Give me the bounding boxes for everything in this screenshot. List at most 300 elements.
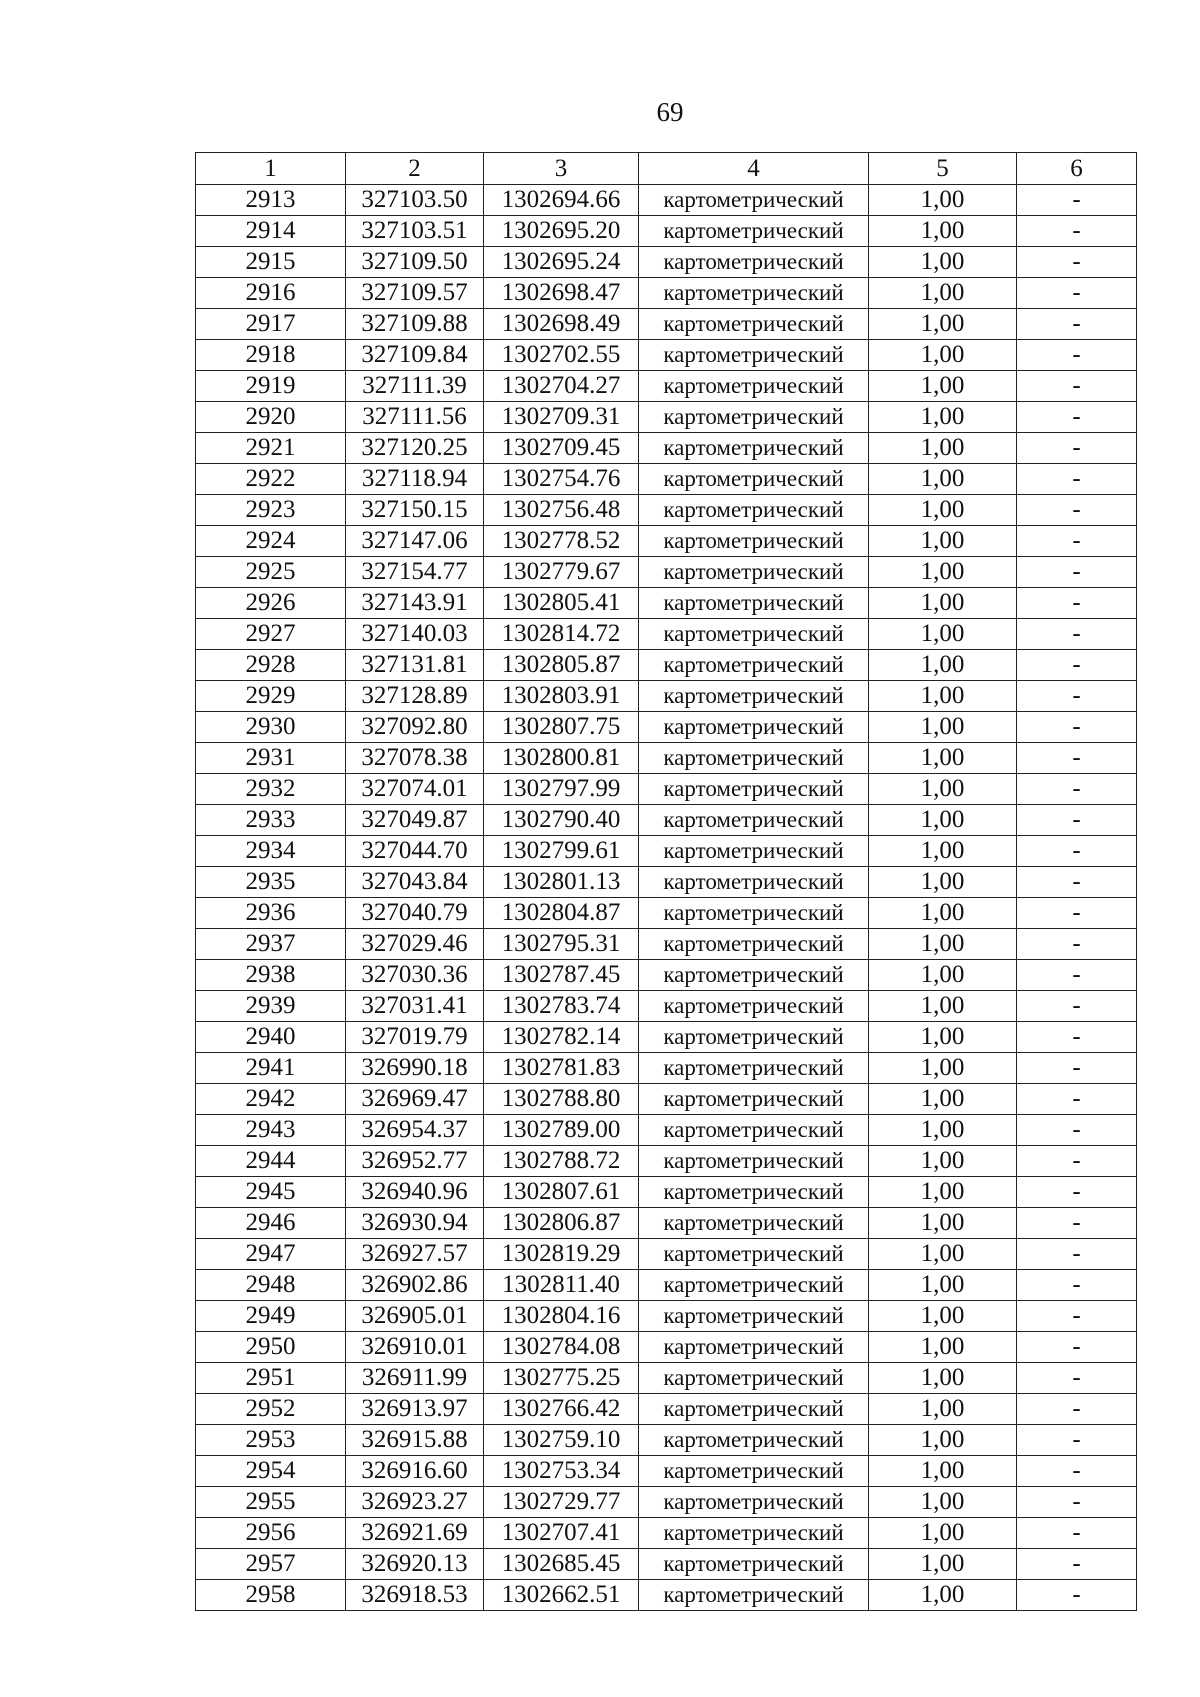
point-number-cell: 2934	[196, 836, 346, 867]
accuracy-cell: 1,00	[869, 185, 1017, 216]
note-cell: -	[1017, 1487, 1137, 1518]
note-cell: -	[1017, 929, 1137, 960]
x-coordinate-cell: 327044.70	[346, 836, 484, 867]
accuracy-cell: 1,00	[869, 1580, 1017, 1611]
x-coordinate-cell: 327109.50	[346, 247, 484, 278]
table-row	[196, 309, 1137, 340]
x-coordinate-cell: 327131.81	[346, 650, 484, 681]
accuracy-cell: 1,00	[869, 867, 1017, 898]
column-header: 3	[484, 153, 639, 185]
table-row	[196, 402, 1137, 433]
x-coordinate-cell: 327040.79	[346, 898, 484, 929]
x-coordinate-cell: 327147.06	[346, 526, 484, 557]
accuracy-cell: 1,00	[869, 1177, 1017, 1208]
note-cell: -	[1017, 402, 1137, 433]
column-header: 5	[869, 153, 1017, 185]
method-cell: картометрический	[639, 898, 869, 929]
table-row	[196, 464, 1137, 495]
accuracy-cell: 1,00	[869, 247, 1017, 278]
table-row	[196, 1456, 1137, 1487]
method-cell: картометрический	[639, 1146, 869, 1177]
note-cell: -	[1017, 464, 1137, 495]
note-cell: -	[1017, 278, 1137, 309]
point-number-cell: 2941	[196, 1053, 346, 1084]
accuracy-cell: 1,00	[869, 1270, 1017, 1301]
x-coordinate-cell: 326902.86	[346, 1270, 484, 1301]
table-row	[196, 1053, 1137, 1084]
point-number-cell: 2939	[196, 991, 346, 1022]
y-coordinate-cell: 1302789.00	[484, 1115, 639, 1146]
table-row	[196, 836, 1137, 867]
table-row	[196, 1518, 1137, 1549]
table-row	[196, 1270, 1137, 1301]
method-cell: картометрический	[639, 805, 869, 836]
note-cell: -	[1017, 1115, 1137, 1146]
table-row	[196, 619, 1137, 650]
method-cell: картометрический	[639, 1518, 869, 1549]
coordinates-table	[195, 152, 1137, 1611]
method-cell: картометрический	[639, 371, 869, 402]
table-row	[196, 216, 1137, 247]
accuracy-cell: 1,00	[869, 650, 1017, 681]
point-number-cell: 2926	[196, 588, 346, 619]
method-cell: картометрический	[639, 867, 869, 898]
x-coordinate-cell: 327031.41	[346, 991, 484, 1022]
point-number-cell: 2913	[196, 185, 346, 216]
point-number-cell: 2935	[196, 867, 346, 898]
note-cell: -	[1017, 898, 1137, 929]
x-coordinate-cell: 327029.46	[346, 929, 484, 960]
x-coordinate-cell: 326910.01	[346, 1332, 484, 1363]
accuracy-cell: 1,00	[869, 681, 1017, 712]
method-cell: картометрический	[639, 464, 869, 495]
method-cell: картометрический	[639, 1115, 869, 1146]
accuracy-cell: 1,00	[869, 743, 1017, 774]
method-cell: картометрический	[639, 1208, 869, 1239]
method-cell: картометрический	[639, 1053, 869, 1084]
method-cell: картометрический	[639, 1022, 869, 1053]
point-number-cell: 2942	[196, 1084, 346, 1115]
note-cell: -	[1017, 1146, 1137, 1177]
point-number-cell: 2947	[196, 1239, 346, 1270]
table-header-row	[196, 153, 1137, 185]
y-coordinate-cell: 1302698.47	[484, 278, 639, 309]
y-coordinate-cell: 1302784.08	[484, 1332, 639, 1363]
accuracy-cell: 1,00	[869, 1549, 1017, 1580]
note-cell: -	[1017, 1456, 1137, 1487]
point-number-cell: 2951	[196, 1363, 346, 1394]
table-row	[196, 960, 1137, 991]
method-cell: картометрический	[639, 619, 869, 650]
y-coordinate-cell: 1302805.87	[484, 650, 639, 681]
y-coordinate-cell: 1302695.24	[484, 247, 639, 278]
point-number-cell: 2925	[196, 557, 346, 588]
method-cell: картометрический	[639, 1084, 869, 1115]
x-coordinate-cell: 326952.77	[346, 1146, 484, 1177]
y-coordinate-cell: 1302759.10	[484, 1425, 639, 1456]
accuracy-cell: 1,00	[869, 402, 1017, 433]
method-cell: картометрический	[639, 185, 869, 216]
point-number-cell: 2929	[196, 681, 346, 712]
table-row	[196, 247, 1137, 278]
table-row	[196, 1177, 1137, 1208]
accuracy-cell: 1,00	[869, 1208, 1017, 1239]
y-coordinate-cell: 1302779.67	[484, 557, 639, 588]
point-number-cell: 2916	[196, 278, 346, 309]
method-cell: картометрический	[639, 278, 869, 309]
point-number-cell: 2946	[196, 1208, 346, 1239]
x-coordinate-cell: 327103.50	[346, 185, 484, 216]
accuracy-cell: 1,00	[869, 464, 1017, 495]
x-coordinate-cell: 326920.13	[346, 1549, 484, 1580]
accuracy-cell: 1,00	[869, 929, 1017, 960]
accuracy-cell: 1,00	[869, 805, 1017, 836]
note-cell: -	[1017, 991, 1137, 1022]
table-row	[196, 712, 1137, 743]
note-cell: -	[1017, 433, 1137, 464]
method-cell: картометрический	[639, 1270, 869, 1301]
method-cell: картометрический	[639, 836, 869, 867]
method-cell: картометрический	[639, 1239, 869, 1270]
accuracy-cell: 1,00	[869, 216, 1017, 247]
table-row	[196, 898, 1137, 929]
note-cell: -	[1017, 712, 1137, 743]
x-coordinate-cell: 326927.57	[346, 1239, 484, 1270]
accuracy-cell: 1,00	[869, 836, 1017, 867]
accuracy-cell: 1,00	[869, 309, 1017, 340]
table-row	[196, 1301, 1137, 1332]
note-cell: -	[1017, 557, 1137, 588]
point-number-cell: 2945	[196, 1177, 346, 1208]
y-coordinate-cell: 1302778.52	[484, 526, 639, 557]
method-cell: картометрический	[639, 247, 869, 278]
y-coordinate-cell: 1302819.29	[484, 1239, 639, 1270]
point-number-cell: 2917	[196, 309, 346, 340]
table-row	[196, 557, 1137, 588]
y-coordinate-cell: 1302800.81	[484, 743, 639, 774]
method-cell: картометрический	[639, 402, 869, 433]
table-row	[196, 805, 1137, 836]
x-coordinate-cell: 326905.01	[346, 1301, 484, 1332]
y-coordinate-cell: 1302804.87	[484, 898, 639, 929]
note-cell: -	[1017, 1208, 1137, 1239]
note-cell: -	[1017, 495, 1137, 526]
table-row	[196, 278, 1137, 309]
method-cell: картометрический	[639, 929, 869, 960]
note-cell: -	[1017, 1549, 1137, 1580]
point-number-cell: 2949	[196, 1301, 346, 1332]
point-number-cell: 2924	[196, 526, 346, 557]
note-cell: -	[1017, 1580, 1137, 1611]
point-number-cell: 2923	[196, 495, 346, 526]
x-coordinate-cell: 326921.69	[346, 1518, 484, 1549]
note-cell: -	[1017, 743, 1137, 774]
accuracy-cell: 1,00	[869, 619, 1017, 650]
method-cell: картометрический	[639, 1177, 869, 1208]
accuracy-cell: 1,00	[869, 557, 1017, 588]
method-cell: картометрический	[639, 1549, 869, 1580]
y-coordinate-cell: 1302788.80	[484, 1084, 639, 1115]
accuracy-cell: 1,00	[869, 1363, 1017, 1394]
accuracy-cell: 1,00	[869, 1239, 1017, 1270]
method-cell: картометрический	[639, 526, 869, 557]
accuracy-cell: 1,00	[869, 588, 1017, 619]
accuracy-cell: 1,00	[869, 991, 1017, 1022]
y-coordinate-cell: 1302797.99	[484, 774, 639, 805]
y-coordinate-cell: 1302805.41	[484, 588, 639, 619]
point-number-cell: 2936	[196, 898, 346, 929]
x-coordinate-cell: 327103.51	[346, 216, 484, 247]
table-row	[196, 1549, 1137, 1580]
point-number-cell: 2920	[196, 402, 346, 433]
point-number-cell: 2919	[196, 371, 346, 402]
x-coordinate-cell: 326915.88	[346, 1425, 484, 1456]
table-row	[196, 1208, 1137, 1239]
y-coordinate-cell: 1302695.20	[484, 216, 639, 247]
table-row	[196, 1115, 1137, 1146]
method-cell: картометрический	[639, 681, 869, 712]
x-coordinate-cell: 327043.84	[346, 867, 484, 898]
note-cell: -	[1017, 650, 1137, 681]
note-cell: -	[1017, 1301, 1137, 1332]
point-number-cell: 2922	[196, 464, 346, 495]
y-coordinate-cell: 1302804.16	[484, 1301, 639, 1332]
method-cell: картометрический	[639, 557, 869, 588]
y-coordinate-cell: 1302662.51	[484, 1580, 639, 1611]
table-row	[196, 588, 1137, 619]
table-row	[196, 526, 1137, 557]
x-coordinate-cell: 327074.01	[346, 774, 484, 805]
method-cell: картометрический	[639, 960, 869, 991]
x-coordinate-cell: 327140.03	[346, 619, 484, 650]
point-number-cell: 2914	[196, 216, 346, 247]
note-cell: -	[1017, 805, 1137, 836]
y-coordinate-cell: 1302787.45	[484, 960, 639, 991]
method-cell: картометрический	[639, 340, 869, 371]
y-coordinate-cell: 1302803.91	[484, 681, 639, 712]
accuracy-cell: 1,00	[869, 898, 1017, 929]
table-row	[196, 1580, 1137, 1611]
note-cell: -	[1017, 1022, 1137, 1053]
x-coordinate-cell: 327078.38	[346, 743, 484, 774]
accuracy-cell: 1,00	[869, 1301, 1017, 1332]
x-coordinate-cell: 327109.57	[346, 278, 484, 309]
y-coordinate-cell: 1302782.14	[484, 1022, 639, 1053]
y-coordinate-cell: 1302709.31	[484, 402, 639, 433]
table-row	[196, 1363, 1137, 1394]
y-coordinate-cell: 1302756.48	[484, 495, 639, 526]
page-number: 69	[656, 97, 684, 127]
accuracy-cell: 1,00	[869, 1146, 1017, 1177]
note-cell: -	[1017, 340, 1137, 371]
accuracy-cell: 1,00	[869, 712, 1017, 743]
column-header: 4	[639, 153, 869, 185]
note-cell: -	[1017, 1363, 1137, 1394]
point-number-cell: 2931	[196, 743, 346, 774]
x-coordinate-cell: 327092.80	[346, 712, 484, 743]
table-row	[196, 991, 1137, 1022]
method-cell: картометрический	[639, 991, 869, 1022]
y-coordinate-cell: 1302801.13	[484, 867, 639, 898]
x-coordinate-cell: 326916.60	[346, 1456, 484, 1487]
method-cell: картометрический	[639, 495, 869, 526]
x-coordinate-cell: 326930.94	[346, 1208, 484, 1239]
table-row	[196, 495, 1137, 526]
point-number-cell: 2944	[196, 1146, 346, 1177]
x-coordinate-cell: 326918.53	[346, 1580, 484, 1611]
accuracy-cell: 1,00	[869, 774, 1017, 805]
y-coordinate-cell: 1302788.72	[484, 1146, 639, 1177]
x-coordinate-cell: 327143.91	[346, 588, 484, 619]
method-cell: картометрический	[639, 1301, 869, 1332]
y-coordinate-cell: 1302702.55	[484, 340, 639, 371]
point-number-cell: 2918	[196, 340, 346, 371]
y-coordinate-cell: 1302707.41	[484, 1518, 639, 1549]
accuracy-cell: 1,00	[869, 1394, 1017, 1425]
y-coordinate-cell: 1302806.87	[484, 1208, 639, 1239]
y-coordinate-cell: 1302795.31	[484, 929, 639, 960]
x-coordinate-cell: 327019.79	[346, 1022, 484, 1053]
note-cell: -	[1017, 526, 1137, 557]
table-row	[196, 1332, 1137, 1363]
x-coordinate-cell: 327154.77	[346, 557, 484, 588]
table-row	[196, 1487, 1137, 1518]
note-cell: -	[1017, 960, 1137, 991]
point-number-cell: 2915	[196, 247, 346, 278]
method-cell: картометрический	[639, 216, 869, 247]
point-number-cell: 2948	[196, 1270, 346, 1301]
method-cell: картометрический	[639, 1456, 869, 1487]
x-coordinate-cell: 327128.89	[346, 681, 484, 712]
y-coordinate-cell: 1302781.83	[484, 1053, 639, 1084]
x-coordinate-cell: 327120.25	[346, 433, 484, 464]
table-row	[196, 1394, 1137, 1425]
table-row	[196, 371, 1137, 402]
method-cell: картометрический	[639, 1332, 869, 1363]
method-cell: картометрический	[639, 1580, 869, 1611]
method-cell: картометрический	[639, 433, 869, 464]
note-cell: -	[1017, 588, 1137, 619]
x-coordinate-cell: 327109.88	[346, 309, 484, 340]
y-coordinate-cell: 1302753.34	[484, 1456, 639, 1487]
point-number-cell: 2932	[196, 774, 346, 805]
table-row	[196, 340, 1137, 371]
point-number-cell: 2927	[196, 619, 346, 650]
accuracy-cell: 1,00	[869, 278, 1017, 309]
point-number-cell: 2940	[196, 1022, 346, 1053]
accuracy-cell: 1,00	[869, 1332, 1017, 1363]
accuracy-cell: 1,00	[869, 960, 1017, 991]
table-row	[196, 1084, 1137, 1115]
column-header: 1	[196, 153, 346, 185]
point-number-cell: 2958	[196, 1580, 346, 1611]
y-coordinate-cell: 1302811.40	[484, 1270, 639, 1301]
column-header: 2	[346, 153, 484, 185]
y-coordinate-cell: 1302807.61	[484, 1177, 639, 1208]
point-number-cell: 2930	[196, 712, 346, 743]
y-coordinate-cell: 1302709.45	[484, 433, 639, 464]
y-coordinate-cell: 1302775.25	[484, 1363, 639, 1394]
x-coordinate-cell: 326954.37	[346, 1115, 484, 1146]
note-cell: -	[1017, 774, 1137, 805]
y-coordinate-cell: 1302754.76	[484, 464, 639, 495]
y-coordinate-cell: 1302790.40	[484, 805, 639, 836]
point-number-cell: 2933	[196, 805, 346, 836]
y-coordinate-cell: 1302698.49	[484, 309, 639, 340]
method-cell: картометрический	[639, 743, 869, 774]
point-number-cell: 2943	[196, 1115, 346, 1146]
point-number-cell: 2957	[196, 1549, 346, 1580]
note-cell: -	[1017, 619, 1137, 650]
note-cell: -	[1017, 371, 1137, 402]
x-coordinate-cell: 326923.27	[346, 1487, 484, 1518]
note-cell: -	[1017, 247, 1137, 278]
x-coordinate-cell: 326969.47	[346, 1084, 484, 1115]
table-row	[196, 1239, 1137, 1270]
method-cell: картометрический	[639, 774, 869, 805]
note-cell: -	[1017, 1177, 1137, 1208]
note-cell: -	[1017, 1239, 1137, 1270]
x-coordinate-cell: 326911.99	[346, 1363, 484, 1394]
point-number-cell: 2952	[196, 1394, 346, 1425]
note-cell: -	[1017, 185, 1137, 216]
method-cell: картометрический	[639, 650, 869, 681]
accuracy-cell: 1,00	[869, 1518, 1017, 1549]
table-row	[196, 681, 1137, 712]
note-cell: -	[1017, 1270, 1137, 1301]
accuracy-cell: 1,00	[869, 1084, 1017, 1115]
x-coordinate-cell: 327049.87	[346, 805, 484, 836]
point-number-cell: 2954	[196, 1456, 346, 1487]
x-coordinate-cell: 327109.84	[346, 340, 484, 371]
y-coordinate-cell: 1302814.72	[484, 619, 639, 650]
accuracy-cell: 1,00	[869, 340, 1017, 371]
point-number-cell: 2956	[196, 1518, 346, 1549]
table-row	[196, 1425, 1137, 1456]
x-coordinate-cell: 326913.97	[346, 1394, 484, 1425]
x-coordinate-cell: 327030.36	[346, 960, 484, 991]
point-number-cell: 2937	[196, 929, 346, 960]
table-body	[196, 153, 1137, 1611]
method-cell: картометрический	[639, 588, 869, 619]
note-cell: -	[1017, 1518, 1137, 1549]
method-cell: картометрический	[639, 712, 869, 743]
method-cell: картометрический	[639, 1394, 869, 1425]
x-coordinate-cell: 327111.56	[346, 402, 484, 433]
accuracy-cell: 1,00	[869, 1487, 1017, 1518]
y-coordinate-cell: 1302807.75	[484, 712, 639, 743]
point-number-cell: 2938	[196, 960, 346, 991]
table-row	[196, 1022, 1137, 1053]
accuracy-cell: 1,00	[869, 1456, 1017, 1487]
y-coordinate-cell: 1302783.74	[484, 991, 639, 1022]
note-cell: -	[1017, 1425, 1137, 1456]
accuracy-cell: 1,00	[869, 433, 1017, 464]
y-coordinate-cell: 1302704.27	[484, 371, 639, 402]
note-cell: -	[1017, 1394, 1137, 1425]
point-number-cell: 2950	[196, 1332, 346, 1363]
accuracy-cell: 1,00	[869, 526, 1017, 557]
point-number-cell: 2955	[196, 1487, 346, 1518]
accuracy-cell: 1,00	[869, 1425, 1017, 1456]
note-cell: -	[1017, 681, 1137, 712]
y-coordinate-cell: 1302799.61	[484, 836, 639, 867]
column-header: 6	[1017, 153, 1137, 185]
note-cell: -	[1017, 1332, 1137, 1363]
note-cell: -	[1017, 1084, 1137, 1115]
point-number-cell: 2928	[196, 650, 346, 681]
table-row	[196, 867, 1137, 898]
